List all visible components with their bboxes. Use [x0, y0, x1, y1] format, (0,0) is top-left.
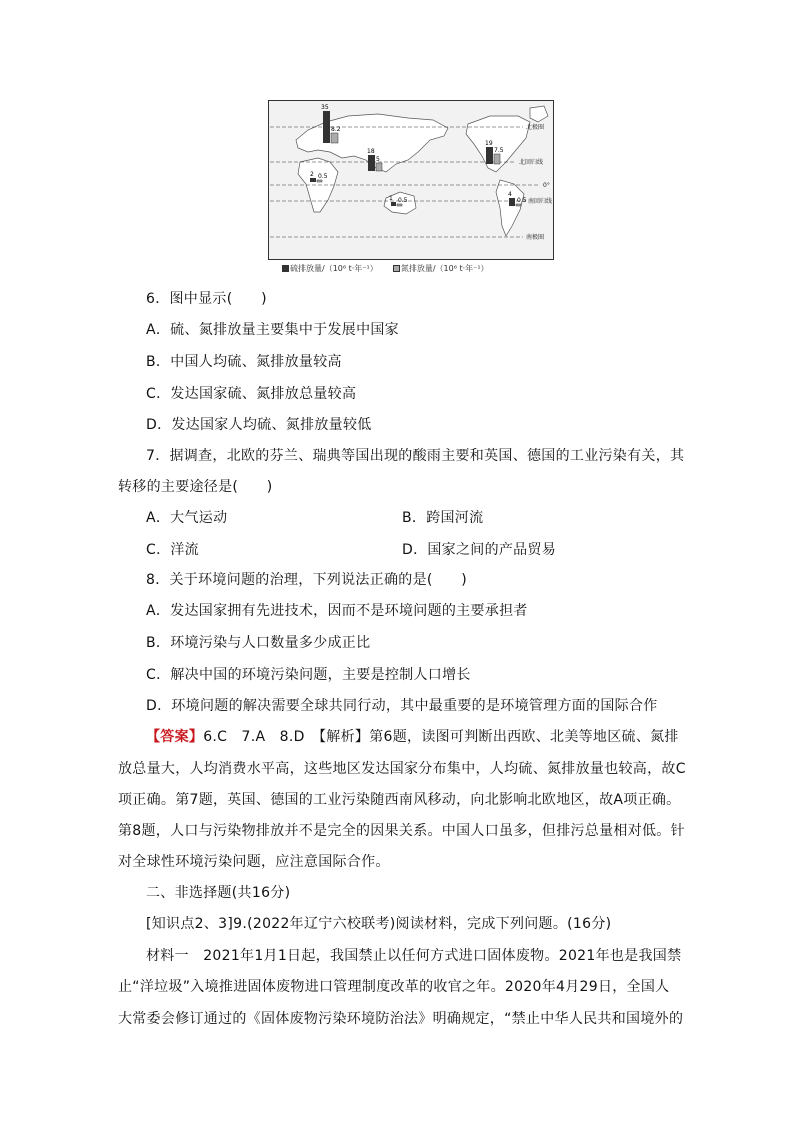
- nitrogen-swatch: [393, 265, 400, 272]
- antarctic-circle-label: 南极圈: [526, 234, 545, 241]
- q6-option-c: C．发达国家硫、氮排放总量较高: [146, 386, 357, 402]
- bar-sulfur: [486, 147, 493, 164]
- bar-label-nitrogen: 0.5: [517, 197, 527, 204]
- q7-option-d: D．国家之间的产品贸易: [402, 542, 557, 558]
- bar-label-nitrogen: 0.5: [318, 173, 328, 180]
- answer-line3: 项正确。第7题，英国、德国的工业污染随西南风移动，向北影响北欧地区，故A项正确。: [118, 792, 681, 808]
- sulfur-swatch: [282, 265, 289, 272]
- answer-line4: 第8题，人口与污染物排放并不是完全的因果关系。中国人口虽多，但排污总量相对低。针: [118, 823, 685, 839]
- bar-nitrogen: [397, 204, 402, 206]
- bar-nitrogen: [376, 163, 382, 171]
- bar-label-sulfur: 19: [485, 140, 493, 147]
- bar-label-nitrogen: 0.5: [398, 197, 408, 204]
- answer-line1: [146, 727, 679, 747]
- bar-sulfur: [509, 198, 515, 206]
- bar-label-nitrogen: 8.2: [331, 126, 341, 133]
- q7-option-c: C．洋流: [146, 542, 199, 558]
- q8-option-d: D．环境问题的解决需要全球共同行动，其中最重要的是环境管理方面的国际合作: [146, 698, 658, 714]
- q6-option-d: D．发达国家人均硫、氮排放量较低: [146, 417, 372, 433]
- bar-sulfur: [368, 155, 375, 171]
- world-map: [268, 100, 554, 260]
- map-legend: [282, 263, 489, 274]
- q7-option-a: A．大气运动: [146, 510, 228, 526]
- tropic-cancer-label: 北回归线: [519, 159, 544, 166]
- q9-material1-line3: 大常委会修订通过的《固体废物污染环境防治法》明确规定，“禁止中华人民共和国境外的: [118, 1011, 684, 1027]
- answer-line1-text: 6.C 7.A 8.D 【解析】第6题，读图可判断出西欧、北美等地区硫、氮排: [203, 729, 679, 745]
- legend-nitrogen-label: 氮排放量/（10⁶ t·年⁻¹）: [400, 264, 489, 273]
- answer-line5: 对全球性环境污染问题，应注意国际合作。: [118, 854, 390, 870]
- q9-material1-line1: 材料一 2021年1月1日起，我国禁止以任何方式进口固体废物。2021年也是我国禁: [146, 948, 682, 964]
- q8-option-c: C．解决中国的环境污染问题，主要是控制人口增长: [146, 667, 471, 683]
- legend-sulfur-label: 硫排放量/（10⁶ t·年⁻¹）: [290, 264, 378, 273]
- section2-heading: 二、非选择题(共16分): [146, 885, 291, 901]
- bar-label-sulfur: 35: [321, 104, 329, 111]
- q8-option-a: A．发达国家拥有先进技术，因而不是环境问题的主要承担者: [146, 603, 528, 619]
- q6-option-a: A．硫、氮排放量主要集中于发展中国家: [146, 322, 399, 338]
- bar-nitrogen: [317, 180, 322, 182]
- bar-sulfur: [323, 111, 330, 143]
- bar-sulfur: [310, 178, 316, 182]
- q6-option-b: B．中国人均硫、氮排放量较高: [146, 354, 342, 370]
- q7-stem-line1: 7．据调查，北欧的芬兰、瑞典等国出现的酸雨主要和英国、德国的工业污染有关，其: [146, 448, 685, 464]
- q9-material1-line2: 止“洋垃圾”入境推进固体废物进口管理制度改革的收官之年。2020年4月29日，全国人: [118, 979, 670, 995]
- q8-stem: 8．关于环境问题的治理，下列说法正确的是( ): [146, 572, 468, 588]
- answer-line2: 放总量大，人均消费水平高，这些地区发达国家分布集中，人均硫、氮排放量也较高，故C: [118, 761, 686, 777]
- q7-stem-line2: 转移的主要途径是( ): [118, 479, 273, 495]
- bar-label-sulfur: 2: [310, 171, 314, 178]
- world-map-figure: [268, 100, 554, 260]
- bar-label-sulfur: 1: [389, 195, 393, 202]
- bar-nitrogen: [331, 133, 338, 143]
- bar-nitrogen: [494, 154, 500, 164]
- tropic-capricorn-label: 南回归线: [528, 198, 553, 205]
- q8-option-b: B．环境污染与人口数量多少成正比: [146, 635, 371, 651]
- arctic-circle-label: 北极圈: [526, 124, 545, 131]
- q7-option-b: B．跨国河流: [402, 510, 484, 526]
- bar-label-nitrogen: 7.5: [494, 147, 504, 154]
- q9-header: [知识点2、3]9.(2022年辽宁六校联考)阅读材料，完成下列问题。(16分): [146, 916, 612, 932]
- bar-sulfur: [391, 202, 396, 206]
- bar-label-sulfur: 4: [508, 191, 512, 198]
- bar-nitrogen: [516, 204, 521, 206]
- bar-label-sulfur: 18: [367, 148, 375, 155]
- answer-tag: 【答案】: [146, 729, 204, 745]
- equator-label: 0°: [543, 182, 550, 189]
- q6-stem: 6．图中显示( ): [146, 291, 267, 307]
- bar-label-nitrogen: 5: [376, 156, 380, 163]
